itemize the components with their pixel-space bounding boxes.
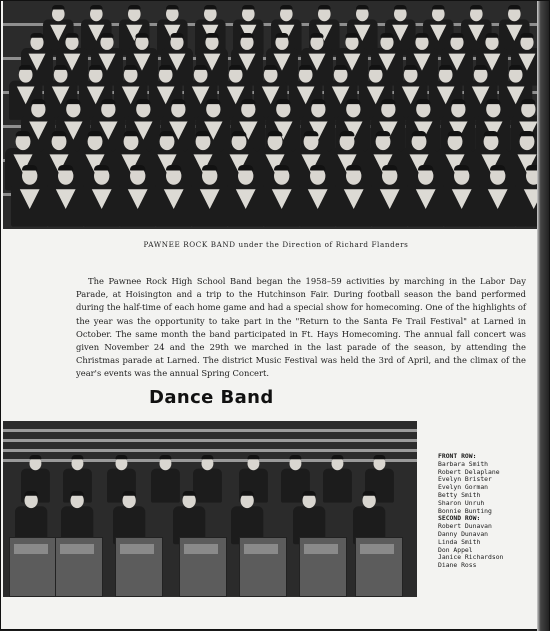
marching-band-photo [3,1,539,229]
stand-emblem [60,544,94,554]
dance-band-photo [3,421,417,597]
music-stand [55,537,103,597]
band-description-paragraph: The Pawnee Rock High School Band began the 1958–59 activities by marching in the Labor Day Parade, at Hoisington and a trip to the Hutchinson Fair. During football season the band performed during the half-time of each home game and had a special show for homecoming. One of the highlights of the year was the opportunity to take part in the "Return to the Santa Fe Trail Festival" at Larned in October. The same month the band participated in Ft. Hays Homecoming. The annual fall concert was given November 24 and the 29th we marched in the last parade of the season, by attending the Christmas parade at Larned. The district Music Festival was held the 3rd of April, and the climax of the year's events was the annual Spring Concert. [76,276,526,379]
stand-emblem [184,544,218,554]
second-row-title: SECOND ROW: [438,514,481,523]
front-row-name: Bonnie Bunting [438,506,492,515]
music-stand [9,537,57,597]
second-row-name: Don Appel [438,545,473,554]
bleacher-step [3,429,417,432]
music-stand [299,537,347,597]
adjacent-page-edge [537,1,549,631]
band-photo-caption: PAWNEE ROCK BAND under the Direction of Richard Flanders [143,240,409,249]
stand-emblem [304,544,338,554]
front-row-name: Evelyn Brister [438,475,492,484]
second-row-name: Janice Richardson [438,553,504,562]
music-stand [355,537,403,597]
stand-emblem [120,544,154,554]
second-row-name: Robert Dunavan [438,522,492,531]
second-row-name: Linda Smith [438,537,481,546]
second-row-name: Diane Ross [438,561,477,570]
music-stand [239,537,287,597]
dance-band-heading: Dance Band [149,387,274,408]
front-row-title: FRONT ROW: [438,452,477,460]
bleacher-step [3,439,417,442]
stand-emblem [244,544,278,554]
dance-band-roster [438,453,538,570]
front-row-name: Evelyn Gorman [438,483,489,492]
front-row-name: Robert Delaplane [438,467,500,476]
music-stand [115,537,163,597]
music-stand [179,537,227,597]
second-row-name: Danny Dunavan [438,529,489,538]
front-row-name: Betty Smith [438,490,481,499]
stand-emblem [360,544,394,554]
front-row-name: Barbara Smith [438,459,489,468]
bleacher-step [3,449,417,452]
front-row-name: Sharon Unruh [438,498,485,507]
stand-emblem [14,544,48,554]
